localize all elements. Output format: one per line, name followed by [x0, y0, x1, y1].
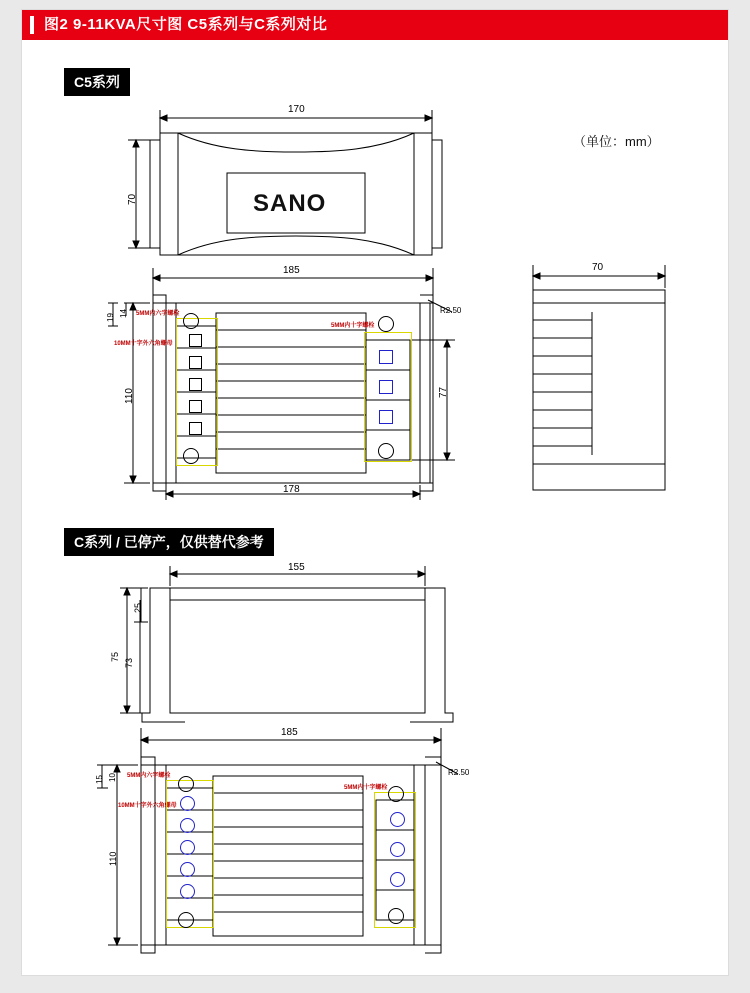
fastener-screw-head	[378, 316, 394, 332]
fastener-hex-nut	[189, 356, 202, 369]
fastener-hex-nut	[189, 378, 202, 391]
fastener-ring	[180, 818, 195, 833]
dim-c-top-edge-b: 10	[108, 773, 117, 782]
dim-c5-front-height: 70	[127, 193, 138, 205]
fastener-screw-head	[183, 448, 199, 464]
dim-c5-top-overall-width: 185	[283, 265, 300, 276]
label-c-screw-left-sub: 10MM十字外六角螺母	[118, 803, 177, 809]
dim-c-top-height: 110	[108, 851, 118, 866]
dim-c5-side-width: 70	[592, 262, 604, 273]
page-title: 图2 9-11KVA尺寸图 C5系列与C系列对比	[44, 16, 328, 33]
unit-note: （单位：mm）	[573, 134, 660, 149]
label-c-screw-right: 5MM内十字螺栓	[344, 785, 388, 791]
fastener-screw-head	[178, 776, 194, 792]
fastener-ring	[180, 884, 195, 899]
brand-label-sano: SANO	[253, 190, 327, 217]
fastener-hex-nut	[189, 334, 202, 347]
dim-c5-top-inner-height: 77	[438, 386, 449, 398]
dim-c-front-lip: 25	[133, 602, 143, 613]
fastener-ring	[390, 812, 405, 827]
label-c5-screw-left-sub: 10MM十字外六角螺母	[114, 341, 173, 347]
dim-c5-top-inner-width: 178	[283, 484, 300, 495]
fastener-screw-head	[378, 443, 394, 459]
fastener-screw-head	[183, 313, 199, 329]
fastener-terminal-square	[379, 410, 393, 424]
dim-c5-corner-radius: R2.50	[440, 306, 462, 315]
label-c5-screw-right: 5MM内十字螺栓	[331, 323, 375, 329]
fastener-ring	[180, 862, 195, 877]
fastener-terminal-square	[379, 380, 393, 394]
dim-c-front-height-inner: 73	[124, 657, 134, 668]
dim-c-front-height-total: 75	[110, 651, 120, 662]
fastener-screw-head	[388, 786, 404, 802]
fastener-hex-nut	[189, 422, 202, 435]
dim-c-corner-radius: R2.50	[448, 768, 470, 777]
label-c5-screw-left-top: 5MM内六字螺栓	[136, 311, 180, 317]
fastener-hex-nut	[189, 400, 202, 413]
fastener-terminal-square	[379, 350, 393, 364]
dim-c5-top-edge-a: 19	[106, 313, 115, 322]
dim-c-top-overall-width: 185	[281, 727, 298, 738]
dim-c-front-width: 155	[288, 562, 305, 573]
fastener-ring	[390, 842, 405, 857]
fastener-screw-head	[388, 908, 404, 924]
fastener-ring	[180, 796, 195, 811]
dim-c-top-edge-a: 15	[95, 775, 104, 784]
fastener-ring	[180, 840, 195, 855]
section-tag-c5: C5系列	[64, 68, 130, 96]
fastener-screw-head	[178, 912, 194, 928]
label-c-screw-left-top: 5MM内六字螺栓	[127, 773, 171, 779]
section-tag-c: C系列 / 已停产，仅供替代参考	[64, 528, 274, 556]
dim-c5-top-edge-b: 14	[119, 309, 128, 318]
dim-c5-front-width: 170	[288, 104, 305, 115]
dim-c5-top-height: 110	[124, 388, 135, 404]
fastener-ring	[390, 872, 405, 887]
